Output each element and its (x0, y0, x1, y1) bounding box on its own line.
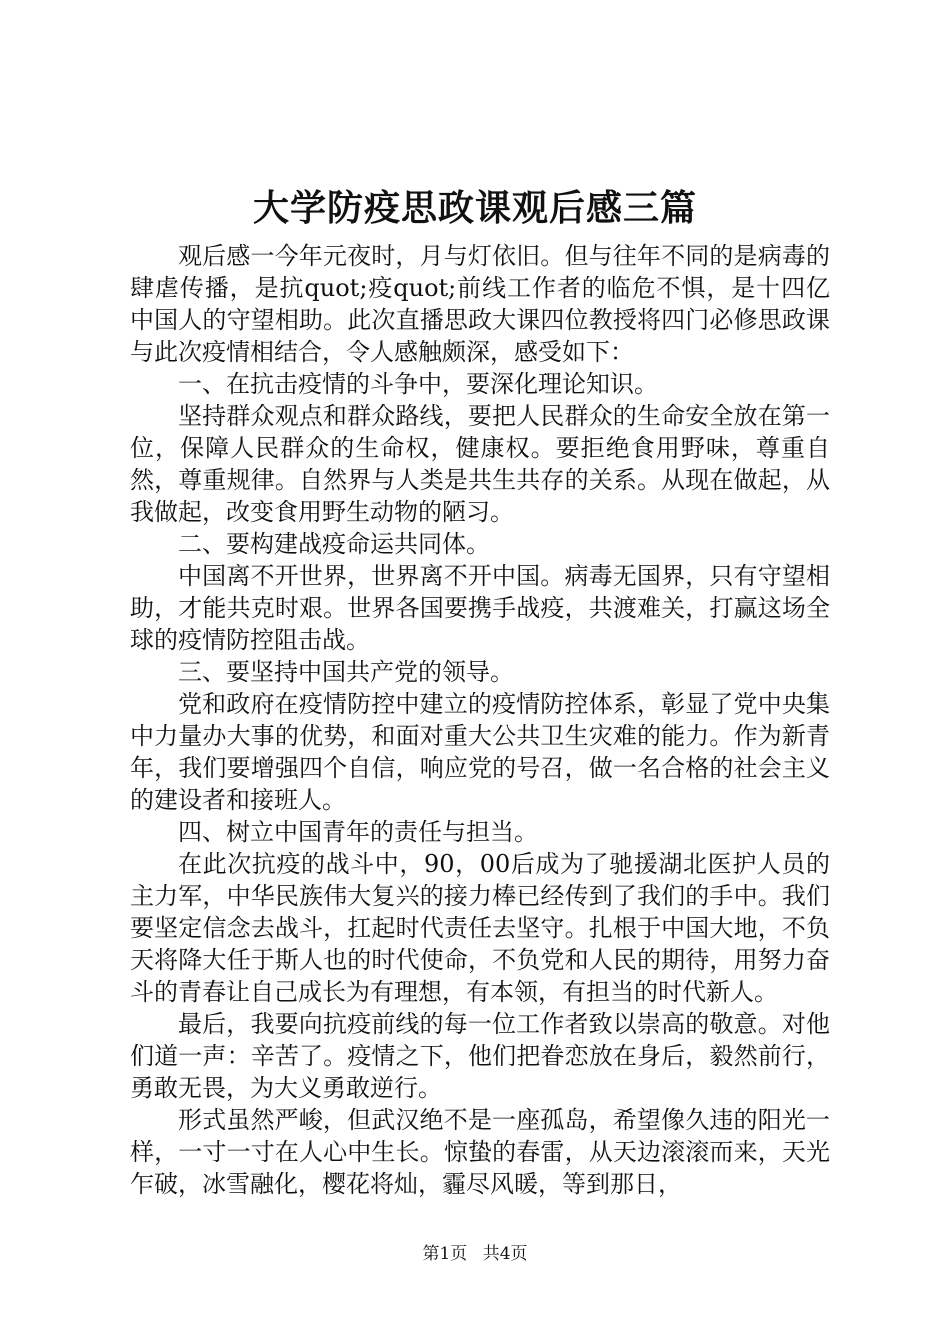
paragraph: 党和政府在疫情防控中建立的疫情防控体系，彰显了党中央集中力量办大事的优势，和面对重大公共卫生灾难的能力。作为新青年，我们要增强四个自信，响应党的号召，做一名合格的社会主义的建设者和接班人。 (130, 690, 830, 814)
page-total: 共4页 (482, 1244, 528, 1264)
paragraph: 最后，我要向抗疫前线的每一位工作者致以崇高的敬意。对他们道一声：辛苦了。疫情之下，他们把眷恋放在身后，毅然前行，勇敢无畏，为大义勇敢逆行。 (130, 1010, 830, 1102)
paragraph: 中国离不开世界，世界离不开中国。病毒无国界，只有守望相助，才能共克时艰。世界各国要携手战疫，共渡难关，打赢这场全球的疫情防控阻击战。 (130, 562, 830, 654)
section-heading-1: 一、在抗击疫情的斗争中，要深化理论知识。 (178, 370, 658, 398)
page-number: 第1页 (422, 1244, 468, 1264)
page-footer (0, 1243, 950, 1265)
section-heading-4: 四、树立中国青年的责任与担当。 (178, 818, 538, 846)
section-heading-3: 三、要坚持中国共产党的领导。 (178, 658, 514, 686)
paragraph: 形式虽然严峻，但武汉绝不是一座孤岛，希望像久违的阳光一样，一寸一寸在人心中生长。惊蛰的春雷，从天边滚滚而来，天光乍破，冰雪融化，樱花将灿，霾尽风暖，等到那日， (130, 1106, 830, 1198)
paragraph-intro: 观后感一今年元夜时，月与灯依旧。但与往年不同的是病毒的肆虐传播，是抗quot;疫quot;前线工作者的临危不惧，是十四亿中国人的守望相助。此次直播思政大课四位教授将四门必修思政课与此次疫情相结合，令人感触颇深，感受如下： (130, 242, 830, 366)
section-heading-2: 二、要构建战疫命运共同体。 (178, 530, 490, 558)
document-body (130, 240, 830, 1200)
paragraph: 在此次抗疫的战斗中，90，00后成为了驰援湖北医护人员的主力军，中华民族伟大复兴的接力棒已经传到了我们的手中。我们要坚定信念去战斗，扛起时代责任去坚守。扎根于中国大地，不负天将降大任于斯人也的时代使命，不负党和人民的期待，用努力奋斗的青春让自己成长为有理想，有本领，有担当的时代新人。 (130, 850, 830, 1006)
document-title: 大学防疫思政课观后感三篇 (252, 187, 697, 229)
paragraph: 坚持群众观点和群众路线，要把人民群众的生命安全放在第一位，保障人民群众的生命权，健康权。要拒绝食用野味，尊重自然，尊重规律。自然界与人类是共生共存的关系。从现在做起，从我做起，改变食用野生动物的陋习。 (130, 402, 830, 526)
